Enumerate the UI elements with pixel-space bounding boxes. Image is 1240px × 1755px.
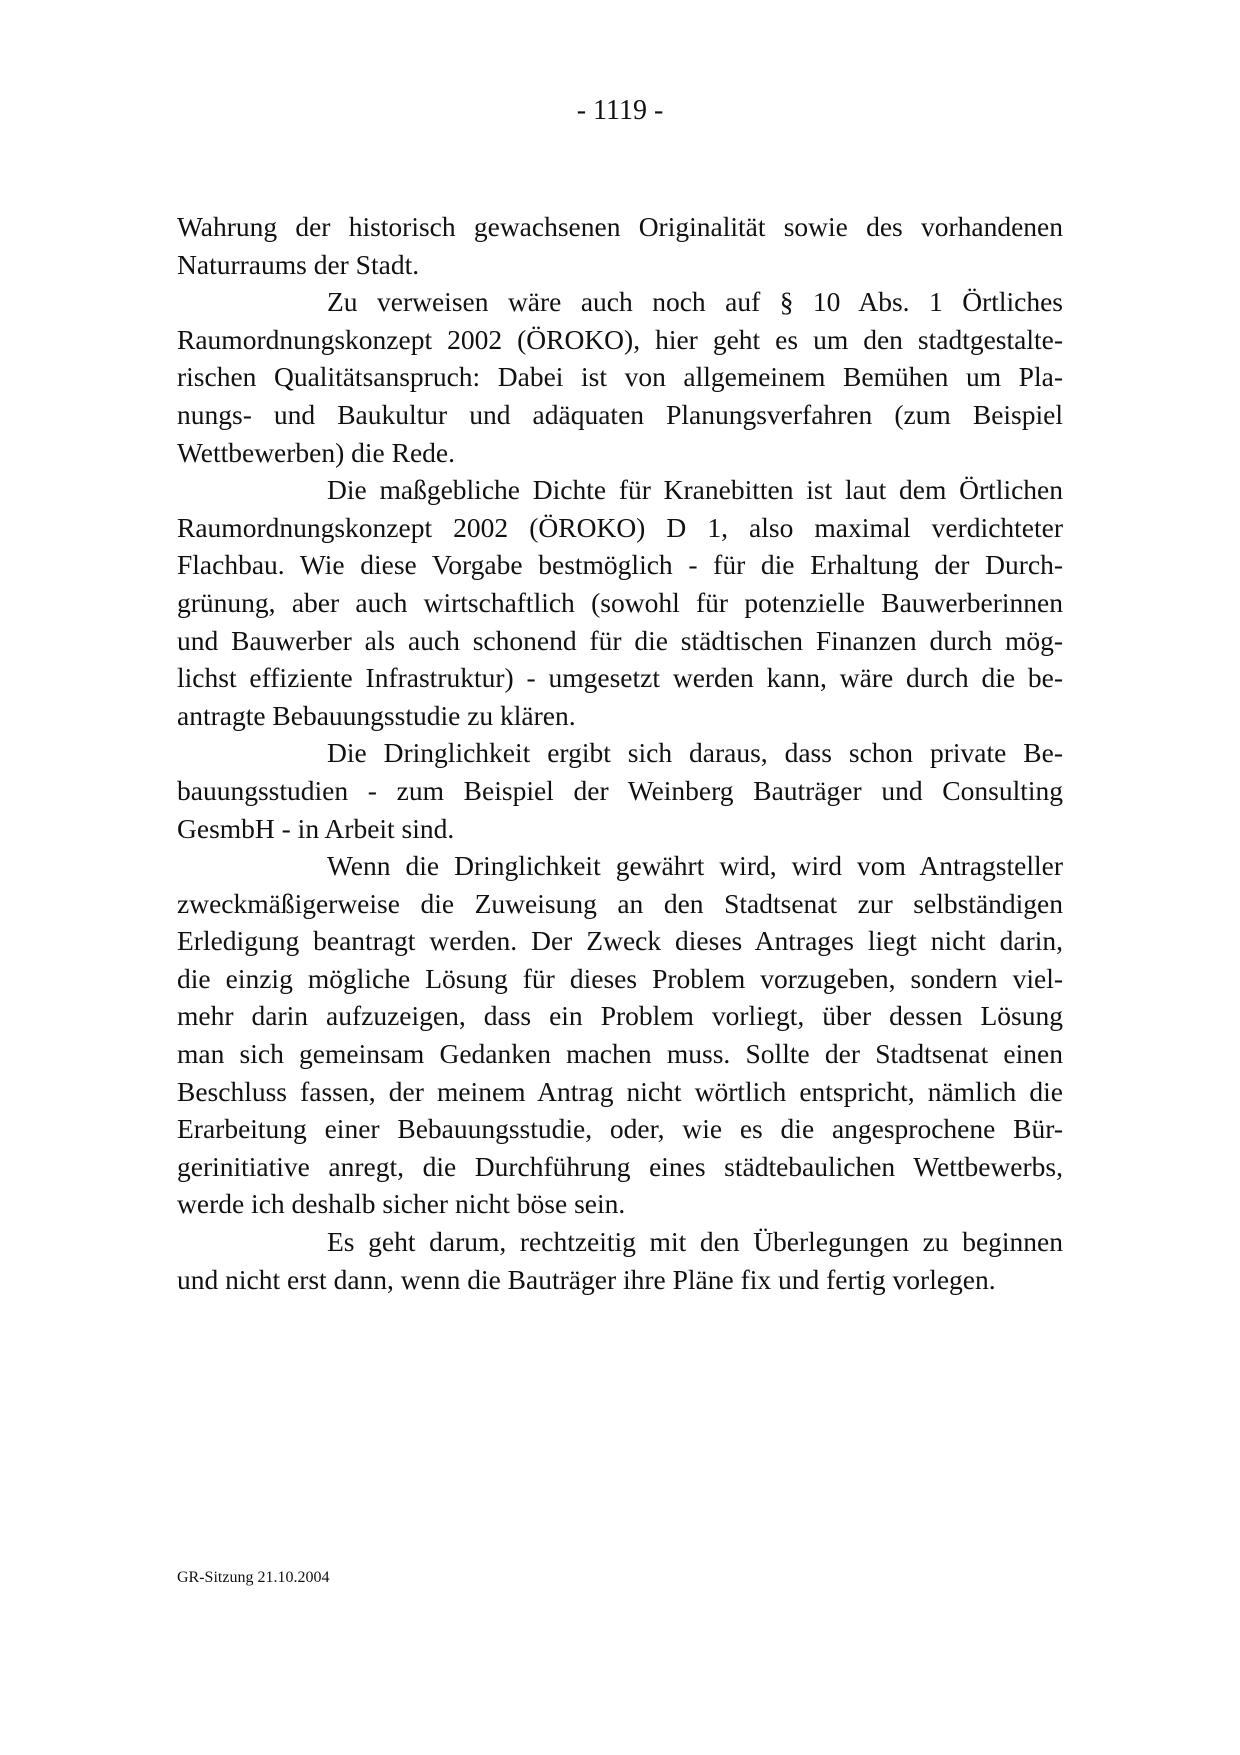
text-line: Wahrung der historisch gewachsenen Originalität sowie des vorhandenen	[177, 211, 1063, 242]
text-line: Beschluss fassen, der meinem Antrag nicht wörtlich entspricht, nämlich die	[177, 1075, 1063, 1107]
body-text	[177, 208, 1063, 1298]
text-line: grünung, aber auch wirtschaftlich (sowohl für potenzielle Bauwerberinnen	[177, 586, 1063, 618]
paragraph	[177, 208, 1063, 283]
text-line: man sich gemeinsam Gedanken machen muss. Sollte der Stadtsenat einen	[177, 1038, 1063, 1070]
text-line: Raumordnungskonzept 2002 (ÖROKO), hier geht es um den stadtgestalte-	[177, 323, 1063, 355]
text-line: Wettbewerben) die Rede.	[177, 436, 456, 468]
page-number: - 1119 -	[576, 95, 664, 126]
text-line: werde ich deshalb sicher nicht böse sein.	[177, 1188, 626, 1220]
text-line: nungs- und Baukultur und adäquaten Planungsverfahren (zum Beispiel	[177, 398, 1063, 430]
text-line: mehr darin aufzuzeigen, dass ein Problem vorliegt, über dessen Lösung	[177, 1000, 1063, 1032]
text-line: Naturraums der Stadt.	[177, 248, 420, 280]
text-line: und Bauwerber als auch schonend für die städtischen Finanzen durch mög-	[177, 624, 1063, 656]
paragraph	[177, 734, 1063, 847]
paragraph	[177, 283, 1063, 471]
text-line: Die maßgebliche Dichte für Kranebitten ist laut dem Örtlichen	[327, 474, 1063, 506]
text-line: Wenn die Dringlichkeit gewährt wird, wird vom Antragsteller	[327, 850, 1063, 882]
text-line: gerinitiative anregt, die Durchführung eines städtebaulichen Wettbewerbs,	[177, 1150, 1063, 1182]
footer-session-date: GR-Sitzung 21.10.2004	[177, 1569, 330, 1586]
text-line: Flachbau. Wie diese Vorgabe bestmöglich - für die Erhaltung der Durch-	[177, 549, 1063, 581]
text-line: Es geht darum, rechtzeitig mit den Überlegungen zu beginnen	[327, 1226, 1063, 1258]
text-line: Erarbeitung einer Bebauungsstudie, oder, wie es die angesprochene Bür-	[177, 1113, 1063, 1145]
paragraph	[177, 471, 1063, 734]
text-line: bauungsstudien - zum Beispiel der Weinberg Bauträger und Consulting	[177, 774, 1063, 806]
text-line: Raumordnungskonzept 2002 (ÖROKO) D 1, also maximal verdichteter	[177, 511, 1063, 543]
text-line: Zu verweisen wäre auch noch auf § 10 Abs. 1 Örtliches	[327, 286, 1063, 318]
text-line: lichst effiziente Infrastruktur) - umgesetzt werden kann, wäre durch die be-	[177, 662, 1063, 694]
text-line: antragte Bebauungsstudie zu klären.	[177, 699, 576, 731]
text-line: Die Dringlichkeit ergibt sich daraus, dass schon private Be-	[327, 737, 1063, 769]
text-line: zweckmäßigerweise die Zuweisung an den Stadtsenat zur selbständigen	[177, 887, 1063, 919]
text-line: die einzig mögliche Lösung für dieses Problem vorzugeben, sondern viel-	[177, 962, 1063, 994]
paragraph	[177, 847, 1063, 1223]
text-line: Erledigung beantragt werden. Der Zweck dieses Antrages liegt nicht darin,	[177, 925, 1063, 957]
text-line: und nicht erst dann, wenn die Bauträger ihre Pläne fix und fertig vorlegen.	[177, 1263, 996, 1295]
text-line: rischen Qualitätsanspruch: Dabei ist von allgemeinem Bemühen um Pla-	[177, 361, 1063, 393]
text-line: GesmbH - in Arbeit sind.	[177, 812, 455, 844]
paragraph	[177, 1223, 1063, 1298]
